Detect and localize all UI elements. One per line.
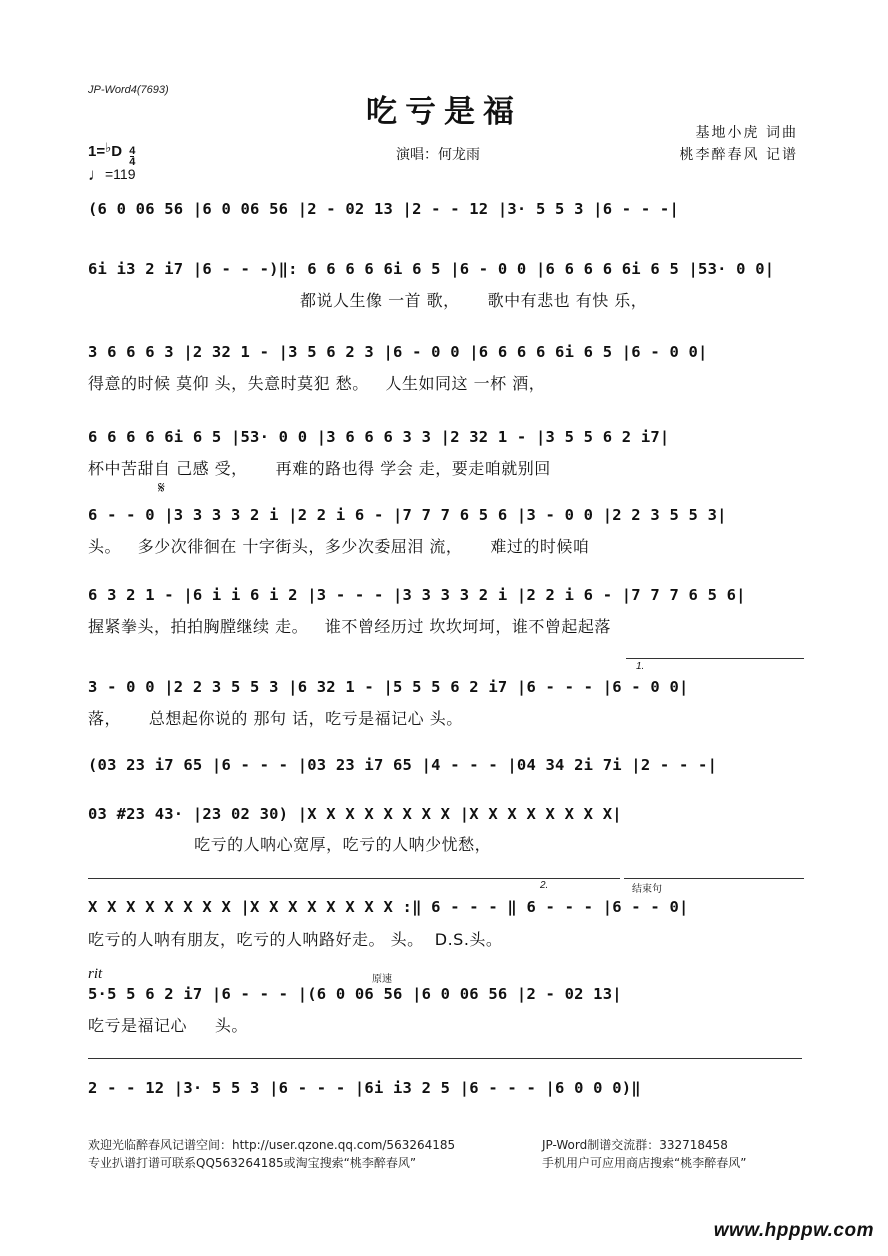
score-row-3: 3 6 6 6 3 |2 32 1 - |3 5 6 2 3 |6 - 0 0 |6 6 6 6 6i 6 5 |6 - 0 0| xyxy=(88,343,708,361)
score-row-5: 6 - - 0 |3 3 3 3 2 i |2 2 i 6 - |7 7 7 6 5 6 |3 - 0 0 |2 2 3 5 5 3| xyxy=(88,506,727,524)
lyric-row-11: 吃亏是福记心 头。 xyxy=(88,1016,248,1035)
lyric-row-9: 吃亏的人呐心宽厚，吃亏的人呐少忧愁， xyxy=(88,835,492,854)
lyric-row-2: 都说人生像 一首 歌， 歌中有悲也 有快 乐， xyxy=(300,291,648,310)
time-top: 4 xyxy=(129,145,136,157)
tempo-value: =119 xyxy=(105,166,136,182)
volta-2-bracket xyxy=(528,878,620,879)
app-tag: JP-Word4(7693) xyxy=(88,84,169,96)
key-prefix: 1= xyxy=(88,143,106,160)
singer-credit: 演唱：何龙雨 xyxy=(396,147,480,163)
rit-mark: rit xyxy=(88,966,103,982)
time-signature xyxy=(129,146,135,167)
tempo-mark xyxy=(88,165,136,185)
volta-1-bracket xyxy=(626,658,804,659)
footer-line1-right: JP-Word制谱交流群：332718458 xyxy=(542,1138,728,1152)
score-row-6: 6 3 2 1 - |6 i i 6 i 2 |3 - - - |3 3 3 3 2 i |2 2 i 6 - |7 7 7 6 5 6| xyxy=(88,586,746,604)
score-row-11: 5·5 5 6 2 i7 |6 - - - |(6 0 06 56 |6 0 06 56 |2 - 02 13| xyxy=(88,985,622,1003)
score-row-9: 03 #23 43· |23 02 30) |X X X X X X X X |X X X X X X X X| xyxy=(88,805,622,823)
score-row-12: 2 - - 12 |3· 5 5 3 |6 - - - |6i i3 2 5 |6 - - - |6 0 0 0)‖ xyxy=(88,1079,641,1097)
score-row-2: 6i i3 2 i7 |6 - - -)‖: 6 6 6 6 6i 6 5 |6 - 0 0 |6 6 6 6 6i 6 5 |53· 0 0| xyxy=(88,260,775,278)
flat-icon: ♭ xyxy=(105,140,112,155)
lyric-row-7: 落， 总想起你说的 那句 话，吃亏是福记心 头。 xyxy=(88,709,463,728)
lyric-row-6: 握紧拳头，拍拍胸膛继续 走。 谁不曾经历过 坎坎坷坷，谁不曾起起落 xyxy=(88,617,611,636)
lyric-row-4: 杯中苦甜自 己感 受， 再难的路也得 学会 走，要走咱就别回 xyxy=(88,459,551,478)
website-watermark: www.hpppw.com xyxy=(713,1220,874,1241)
time-bottom: 4 xyxy=(129,156,136,168)
coda-label: 结束句 xyxy=(632,884,662,895)
score-row-8: (03 23 i7 65 |6 - - - |03 23 i7 65 |4 - - - |04 34 2i 7i |2 - - -| xyxy=(88,756,718,774)
segno-icon: 𝄋 xyxy=(158,480,165,497)
volta-1-label: 1. xyxy=(636,661,645,672)
final-rule xyxy=(88,1058,802,1059)
coda-bracket xyxy=(624,878,804,879)
song-title: 吃亏是福 xyxy=(366,94,522,130)
tempo-restore-mark: 原速 xyxy=(372,974,392,985)
footer-line2-left: 专业扒谱打谱可联系QQ563264185或淘宝搜索“桃李醉春风” xyxy=(88,1156,417,1170)
footer-line2-right: 手机用户可应用商店搜索“桃李醉春风” xyxy=(542,1156,747,1170)
score-row-4: 6 6 6 6 6i 6 5 |53· 0 0 |3 6 6 6 3 3 |2 32 1 - |3 5 5 6 2 i7| xyxy=(88,428,670,446)
score-row-10: X X X X X X X X |X X X X X X X X :‖ 6 - - - ‖ 6 - - - |6 - - 0| xyxy=(88,898,689,916)
lyric-row-3: 得意的时候 莫仰 头，失意时莫犯 愁。 人生如同这 一杯 酒， xyxy=(88,374,546,393)
key-note: D xyxy=(111,143,123,160)
transcriber-credit: 桃李醉春风 记谱 xyxy=(679,147,798,163)
key-signature xyxy=(88,140,135,167)
volta-2-label: 2. xyxy=(540,880,549,891)
lyric-row-10: 吃亏的人呐有朋友，吃亏的人呐路好走。 头。 D.S.头。 xyxy=(88,930,503,949)
lyricist-credit: 基地小虎 词曲 xyxy=(695,125,798,141)
score-row-7: 3 - 0 0 |2 2 3 5 5 3 |6 32 1 - |5 5 5 6 2 i7 |6 - - - |6 - 0 0| xyxy=(88,678,689,696)
lyric-row-5: 头。 多少次徘徊在 十字街头，多少次委屈泪 流， 难过的时候咱 xyxy=(88,537,590,556)
section-rule xyxy=(88,878,528,879)
quarter-note-icon: ♩ xyxy=(88,165,105,184)
score-row-1: (6 0 06 56 |6 0 06 56 |2 - 02 13 |2 - - 12 |3· 5 5 3 |6 - - -| xyxy=(88,200,679,218)
footer-line1-left: 欢迎光临醉春风记谱空间：http://user.qzone.qq.com/563264185 xyxy=(88,1138,456,1152)
